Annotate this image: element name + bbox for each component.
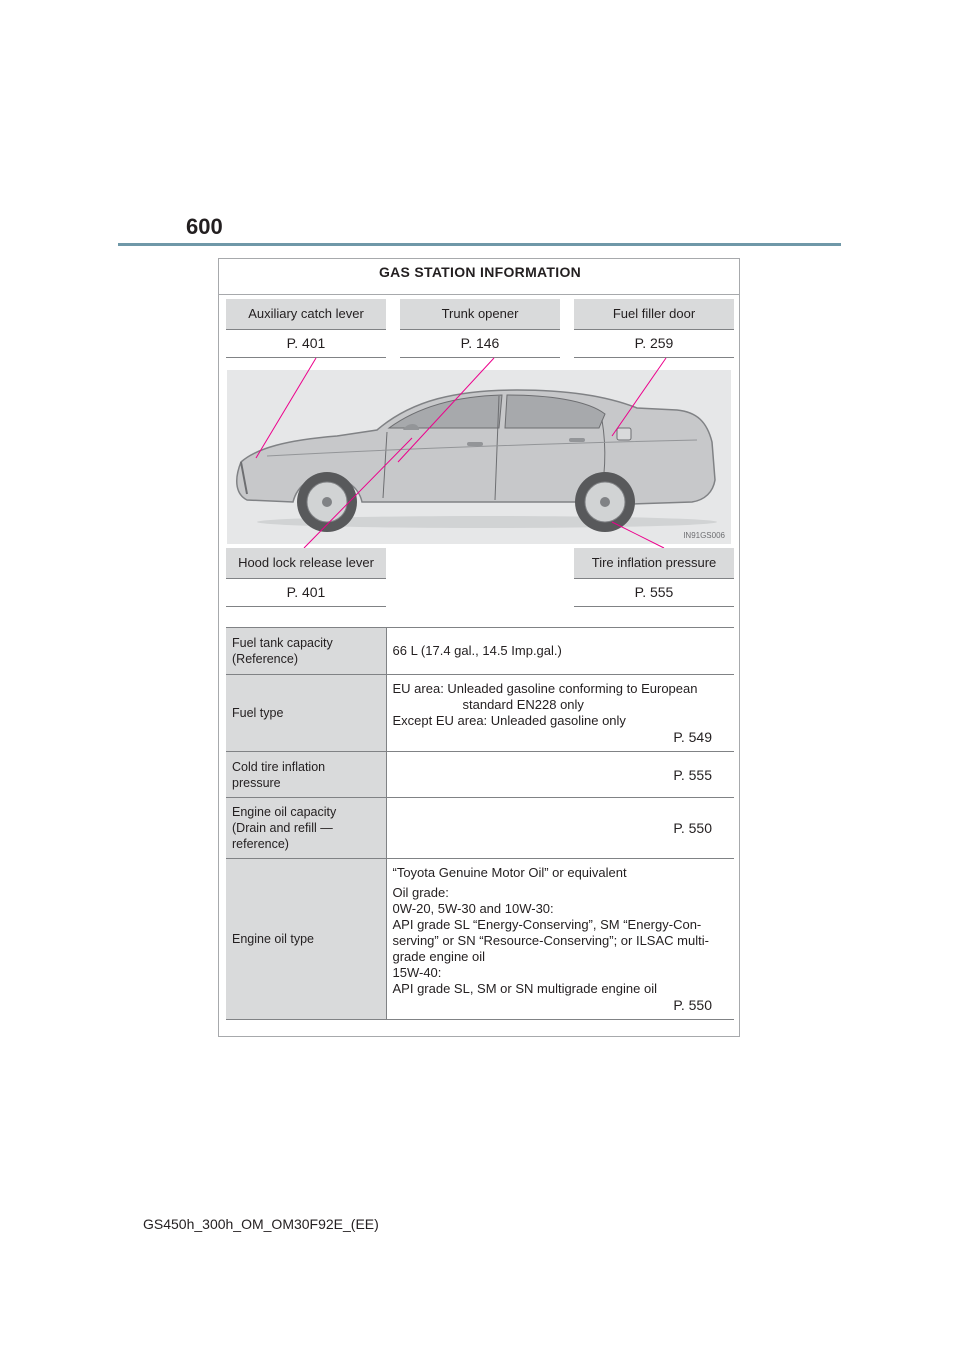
page-reference-link[interactable]: P. 259 [574,329,734,358]
callout-fuel-filler-door [574,299,734,358]
table-row [226,752,734,798]
callout-label: Hood lock release lever [226,548,386,578]
page-reference-link[interactable]: P. 550 [673,997,712,1013]
callout-hood-lock-release-lever [226,548,386,607]
callout-label: Tire inflation pressure [574,548,734,578]
car-illustration [227,370,731,544]
page-reference-link[interactable]: P. 549 [673,729,712,745]
page-reference-link[interactable]: P. 555 [574,578,734,607]
table-row [226,859,734,1020]
callout-tire-inflation-pressure [574,548,734,607]
table-row [226,628,734,675]
spec-value-fuel-type: EU area: Unleaded gasoline conforming to European standard EN228 only Except EU area: Unleaded gasoline only P. 549 [386,675,734,752]
callout-trunk-opener [400,299,560,358]
header-rule [118,243,841,246]
spec-label-fuel-type: Fuel type [226,675,386,752]
page-reference-link[interactable]: P. 555 [673,766,712,783]
callout-label: Trunk opener [400,299,560,329]
callout-auxiliary-catch-lever [226,299,386,358]
page-reference-link[interactable]: P. 550 [673,820,712,836]
footer-document-code: GS450h_300h_OM_OM30F92E_(EE) [143,1216,379,1232]
box-title: GAS STATION INFORMATION [378,264,582,280]
illustration-code: IN91GS006 [683,531,725,540]
spec-label-oil-capacity: Engine oil capacity (Drain and refill — reference) [226,798,386,859]
spec-value-oil-type: “Toyota Genuine Motor Oil” or equivalent Oil grade: 0W-20, 5W-30 and 10W-30: API grade SL “Energy-Conserving”, SM “Energy-Con- serving” or SN “Resource-Conserving”; or ILSAC multi- grade engine oil 15W-40: API grade SL, SM or SN multigrade engine oil P. 550 [386,859,734,1020]
spec-label-oil-type: Engine oil type [226,859,386,1020]
car-side-view-icon [227,370,731,544]
callout-label: Auxiliary catch lever [226,299,386,329]
spec-label-cold-tire: Cold tire inflation pressure [226,752,386,798]
page-number: 600 [186,214,223,239]
title-divider [219,294,739,295]
page-reference-link[interactable]: P. 146 [400,329,560,358]
spec-value-oil-capacity [386,798,734,859]
spec-value-fuel-tank: 66 L (17.4 gal., 14.5 Imp.gal.) [386,628,734,675]
table-row [226,798,734,859]
page-reference-link[interactable]: P. 401 [226,578,386,607]
spec-value-cold-tire [386,752,734,798]
table-row [226,675,734,752]
spec-table [226,627,734,1020]
callout-label: Fuel filler door [574,299,734,329]
spec-label-fuel-tank: Fuel tank capacity (Reference) [226,628,386,675]
page-reference-link[interactable]: P. 401 [226,329,386,358]
